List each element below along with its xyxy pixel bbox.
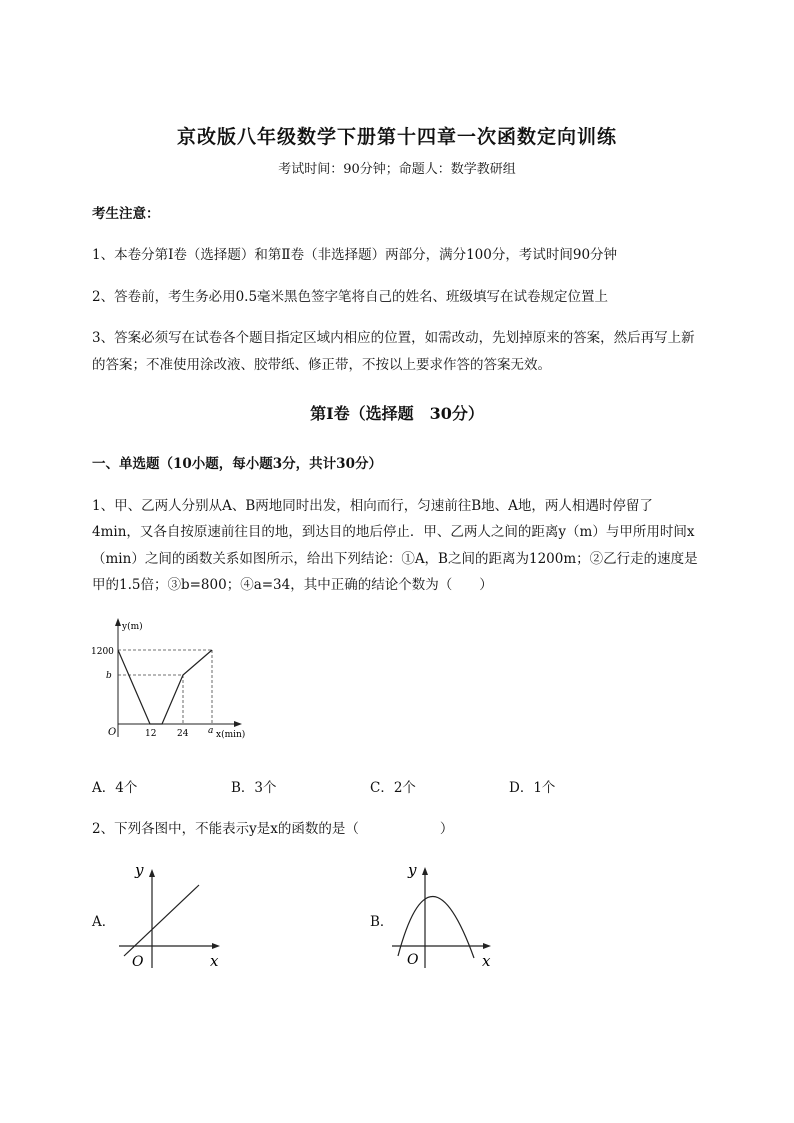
q1-line-4: 甲的1.5倍；③b=800；④a=34，其中正确的结论个数为（ ） [92, 577, 493, 593]
q2-option-b-label[interactable]: B． [370, 914, 394, 930]
y-axis-arrow-icon [115, 618, 121, 626]
q1-option-a[interactable]: A．4个 [92, 780, 138, 796]
straight-line [124, 885, 199, 956]
y-tick-b: b [106, 671, 112, 681]
q1-option-c[interactable]: C．2个 [370, 780, 416, 796]
x-tick-12: 12 [145, 729, 157, 739]
q1-option-b[interactable]: B．3个 [231, 780, 277, 796]
q2-option-a-label[interactable]: A． [92, 914, 116, 930]
notice-item-2: 2、答卷前，考生务必用0.5毫米黑色签字笔将自己的姓名、班级填写在试卷规定位置上 [92, 289, 609, 305]
origin-label: O [407, 952, 419, 968]
q1-line-1: 1、甲、乙两人分别从A、B两地同时出发，相向而行，匀速前往B地、A地，两人相遇时停留了 [92, 498, 653, 514]
x-axis-arrow-icon [234, 721, 242, 727]
q1-option-d[interactable]: D．1个 [509, 780, 556, 796]
page-title: 京改版八年级数学下册第十四章一次函数定向训练 [176, 126, 617, 148]
origin-label: O [132, 954, 144, 970]
q1-line-3: （min）之间的函数关系如图所示，给出下列结论：①A，B之间的距离为1200m；②乙行走的速度是 [92, 551, 698, 567]
axis-y-label: y [135, 861, 144, 879]
x-tick-a: a [208, 726, 214, 736]
guide-lines [118, 650, 212, 724]
y-tick-1200: 1200 [91, 647, 114, 657]
notice-item-3-cont: 的答案；不准使用涂改液、胶带纸、修正带，不按以上要求作答的答案无效。 [92, 357, 551, 373]
section-title: 第I卷（选择题 30分） [310, 404, 484, 423]
y-axis-arrow-icon [422, 867, 428, 875]
x-axis-arrow-icon [483, 943, 491, 949]
distance-curve [118, 650, 212, 724]
notice-heading: 考生注意： [92, 206, 160, 222]
y-axis-label: y(m) [122, 622, 143, 632]
axis-x-label: x [482, 952, 491, 970]
y-axis-arrow-icon [149, 869, 155, 877]
x-axis-label: x(min) [216, 730, 246, 740]
x-tick-24: 24 [177, 729, 189, 739]
exam-info: 考试时间：90分钟；命题人：数学教研组 [278, 162, 516, 177]
q2-stem: 2、下列各图中，不能表示y是x的函数的是（ ） [92, 821, 454, 837]
q1-line-2: 4min，又各自按原速前往目的地，到达目的地后停止．甲、乙两人之间的距离y（m）与甲所用时间x [92, 524, 695, 540]
notice-item-1: 1、本卷分第I卷（选择题）和第Ⅱ卷（非选择题）两部分，满分100分，考试时间90分钟 [92, 247, 618, 263]
axis-y-label: y [408, 861, 417, 879]
x-axis-arrow-icon [212, 943, 220, 949]
origin-label: O [108, 727, 117, 738]
q1-graph [88, 612, 258, 747]
notice-item-3: 3、答案必须写在试卷各个题目指定区域内相应的位置，如需改动，先划掉原来的答案，然后再写上新 [92, 330, 695, 346]
parabola-curve [398, 896, 474, 958]
q2-graph-b [390, 856, 505, 971]
part-heading: 一、单选题（10小题，每小题3分，共计30分） [92, 456, 382, 472]
q2-graph-a [115, 858, 230, 973]
axis-x-label: x [210, 952, 219, 970]
